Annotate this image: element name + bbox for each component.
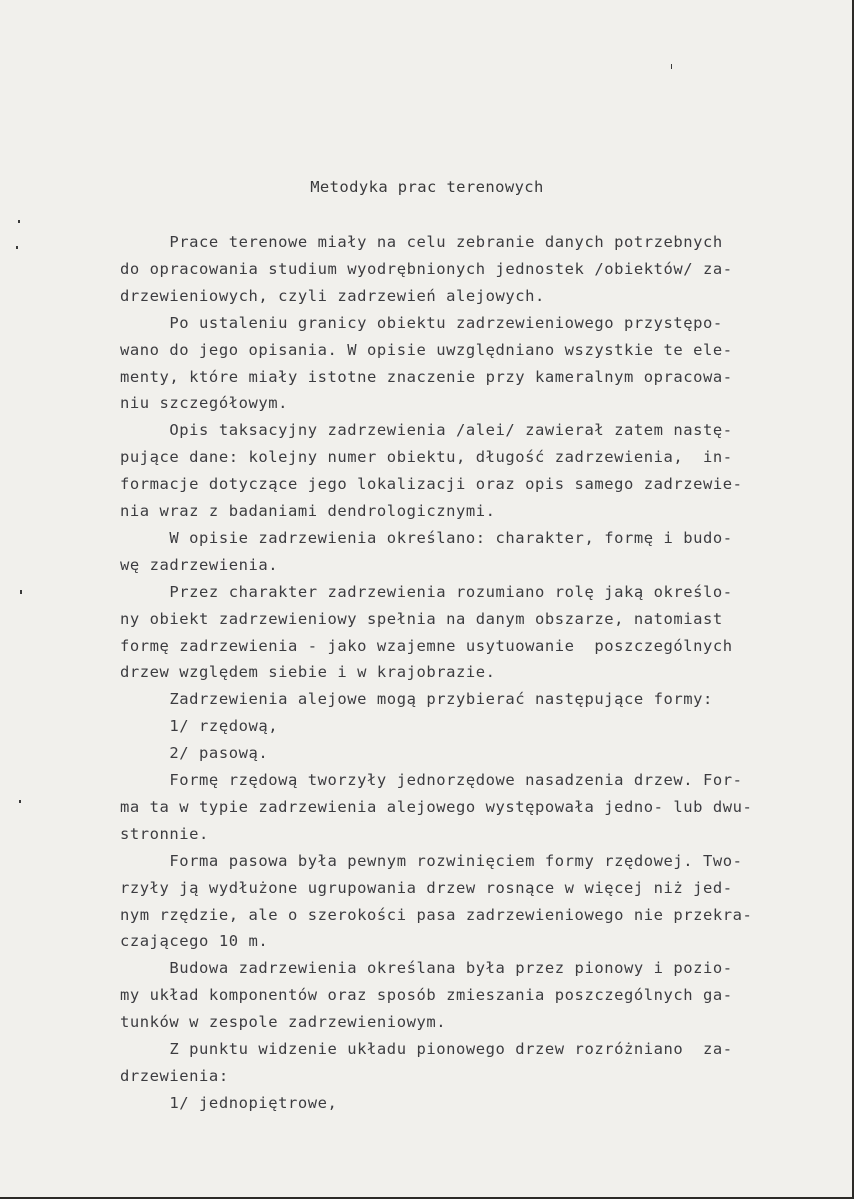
text-line: menty, które miały istotne znaczenie przy kameralnym opracowa- [120,367,733,386]
text-line: nym rzędzie, ale o szerokości pasa zadrzewieniowego nie przekra- [120,905,753,924]
text-line: 1/ rzędową, [120,717,279,736]
text-line: ny obiekt zadrzewieniowy spełnia na danym obszarze, natomiast [120,609,723,628]
text-line: stronnie. [120,824,209,843]
text-line: 1/ jednopiętrowe, [120,1093,338,1112]
scan-mark [19,800,21,803]
text-line: tunków w zespole zadrzewieniowym. [120,1013,447,1032]
text-line: Formę rzędową tworzyły jednorzędowe nasadzenia drzew. For- [120,771,743,789]
text-line: nia wraz z badaniami dendrologicznymi. [120,502,496,520]
text-line: do opracowania studium wyodrębnionych jednostek /obiektów/ za- [120,259,733,278]
text-line: drzewieniowych, czyli zadrzewień alejowych. [120,286,545,305]
text-line: my układ komponentów oraz sposób zmieszania poszczególnych ga- [120,986,733,1005]
text-line: Przez charakter zadrzewienia rozumiano rolę jaką określo- [120,582,733,601]
text-line: 2/ pasową. [120,744,269,763]
text-line: Zadrzewienia alejowe mogą przybierać następujące formy: [120,690,713,709]
text-line: formę zadrzewienia - jako wzajemne usytuowanie poszczególnych [120,636,733,655]
text-line: drzewienia: [120,1066,229,1085]
text-line: Opis taksacyjny zadrzewienia /alei/ zawierał zatem nastę- [120,421,733,440]
text-line: wano do jego opisania. W opisie uwzględniano wszystkie te ele- [120,340,733,359]
text-line: pujące dane: kolejny numer obiektu, długość zadrzewienia, in- [120,448,733,467]
document-title: Metodyka prac terenowych [310,178,544,196]
text-line: ma ta w typie zadrzewienia alejowego występowała jedno- lub dwu- [120,797,753,816]
text-line: Z punktu widzenie układu pionowego drzew rozróżniano za- [120,1040,733,1058]
text-line: W opisie zadrzewienia określano: charakter, formę i budo- [120,528,733,547]
text-line: wę zadrzewienia. [120,555,279,574]
text-line: Budowa zadrzewienia określana była przez pionowy i pozio- [120,959,733,978]
text-line: Po ustaleniu granicy obiektu zadrzewieniowego przystępo- [120,313,723,332]
scan-mark [18,220,20,223]
text-line: drzew względem siebie i w krajobrazie. [120,663,496,682]
text-line: niu szczegółowym. [120,394,288,413]
text-line: czającego 10 m. [120,932,269,951]
text-line: rzyły ją wydłużone ugrupowania drzew rosnące w więcej niż jed- [120,878,733,897]
text-line: Forma pasowa była pewnym rozwinięciem formy rzędowej. Two- [120,851,743,870]
scan-mark [16,246,18,249]
text-line: Prace terenowe miały na celu zebranie danych potrzebnych [120,233,723,251]
text-line: formacje dotyczące jego lokalizacji oraz opis samego zadrzewie- [120,475,743,494]
scan-mark [671,64,672,69]
scan-mark [20,590,22,594]
